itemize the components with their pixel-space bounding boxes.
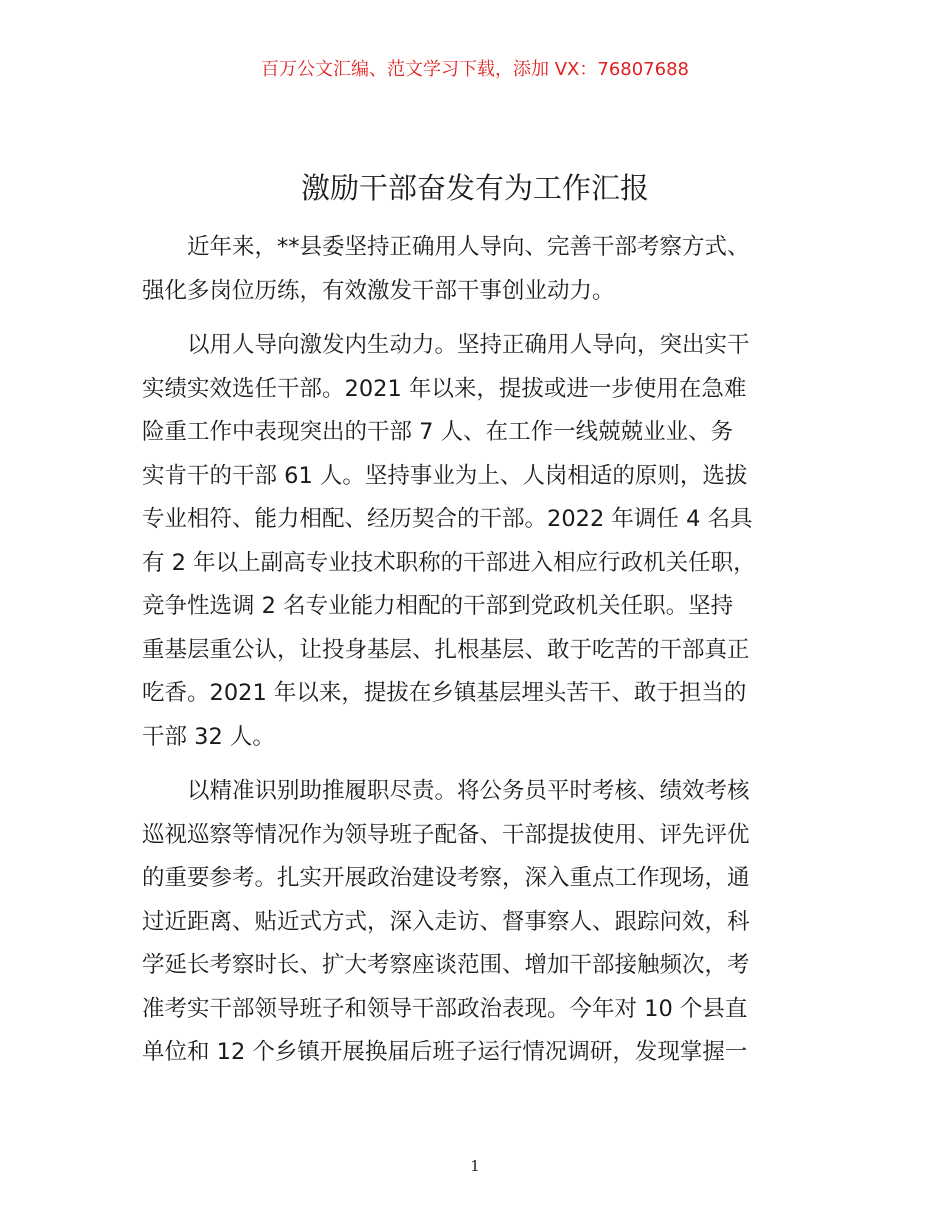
text-line: 以精准识别助推履职尽责。将公务员平时考核、绩效考核	[187, 778, 750, 804]
text-line: 过近距离、贴近式方式，深入走访、督事察人、跟踪问效，科	[142, 908, 750, 935]
text-line: 吃香。2021 年以来，提拔在乡镇基层埋头苦干、敢于担当的	[142, 680, 747, 706]
document-title: 激励干部奋发有为工作汇报	[300, 171, 649, 205]
text-line: 单位和 12 个乡镇开展换届后班子运行情况调研，发现掌握一	[142, 1039, 748, 1065]
text-line: 竞争性选调 2 名专业能力相配的干部到党政机关任职。坚持	[142, 593, 734, 619]
text-line: 险重工作中表现突出的干部 7 人、在工作一线兢兢业业、务	[142, 419, 734, 445]
page-number: 1	[470, 1157, 480, 1175]
paragraph-guidance	[142, 324, 822, 759]
text-line: 干部 32 人。	[142, 723, 275, 750]
text-line: 强化多岗位历练，有效激发干部干事创业动力。	[142, 277, 615, 304]
paragraph-identification	[142, 770, 822, 1075]
text-line: 重基层重公认，让投身基层、扎根基层、敢于吃苦的干部真正	[142, 636, 750, 663]
text-line: 以用人导向激发内生动力。坚持正确用人导向，突出实干	[187, 332, 750, 358]
text-line: 学延长考察时长、扩大考察座谈范围、增加干部接触频次，考	[142, 952, 750, 978]
text-line: 实绩实效选任干部。2021 年以来，提拔或进一步使用在急难	[142, 375, 747, 402]
paragraph-intro	[142, 226, 822, 313]
text-line: 专业相符、能力相配、经历契合的干部。2022 年调任 4 名具	[142, 506, 753, 532]
text-line: 实肯干的干部 61 人。坚持事业为上、人岗相适的原则，选拔	[142, 462, 748, 489]
text-line: 近年来，**县委坚持正确用人导向、完善干部考察方式、	[187, 234, 750, 260]
text-line: 有 2 年以上副高专业技术职称的干部进入相应行政机关任职，	[142, 549, 756, 576]
document-body	[142, 226, 822, 1086]
text-line: 巡视巡察等情况作为领导班子配备、干部提拔使用、评先评优	[142, 821, 750, 848]
promo-banner: 百万公文汇编、范文学习下载，添加 VX：76807688	[261, 59, 689, 80]
text-line: 准考实干部领导班子和领导干部政治表现。今年对 10 个县直	[142, 995, 748, 1022]
text-line: 的重要参考。扎实开展政治建设考察，深入重点工作现场，通	[142, 865, 750, 891]
